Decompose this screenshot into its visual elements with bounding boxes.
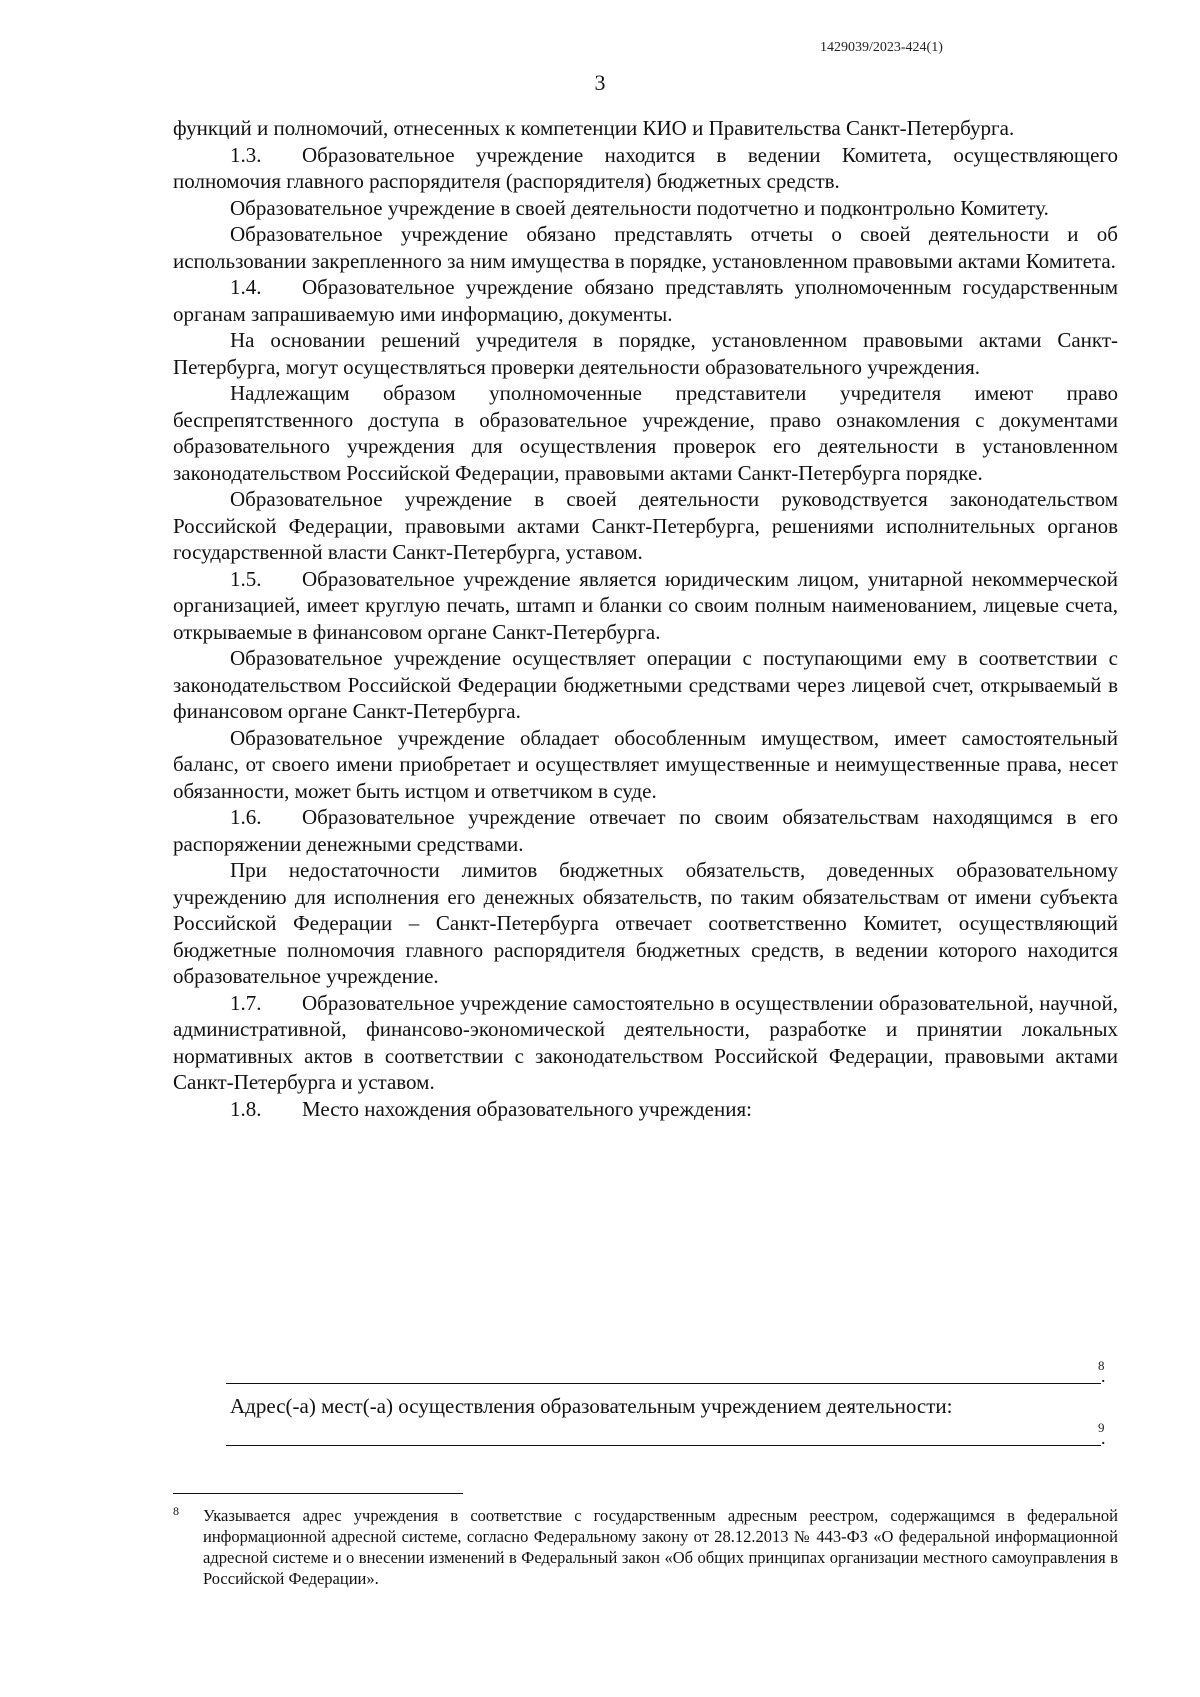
clause-number: 1.7. <box>230 990 262 1015</box>
clause-number: 1.3. <box>230 142 262 167</box>
paragraph <box>173 115 1118 142</box>
paragraph-text: Надлежащим образом уполномоченные представители учредителя имеют право беспрепятственного доступа в образовательное учреждение, право ознакомления с документами образовательного учреждения для осуществления проверок его деятельности в установленном законодательством Российской Федерации, правовыми актами Санкт-Петербурга порядке. <box>173 381 1118 485</box>
paragraph-text: Образовательное учреждение отвечает по своим обязательствам находящимся в его распоряжении денежными средствами. <box>173 805 1118 856</box>
line-end-period: . <box>1101 1366 1106 1386</box>
paragraph-text: Образовательное учреждение обладает обособленным имуществом, имеет самостоятельный баланс, от своего имени приобретает и осуществляет имущественные и неимущественные права, несет обязанности, может быть истцом и ответчиком в суде. <box>173 725 1118 803</box>
paragraph-text: При недостаточности лимитов бюджетных обязательств, доведенных образовательному учреждению для исполнения его денежных обязательств, по таким обязательствам от имени субъекта Российской Федерации – Санкт-Петербурга отвечает соответственно Комитет, осуществляющий бюджетные полномочия главного распорядителя бюджетных средств, в ведении которого находится образовательное учреждение. <box>173 858 1118 988</box>
document-id: 1429039/2023-424(1) <box>820 40 943 55</box>
activity-address-caption: Адрес(-а) мест(-а) осуществления образовательным учреждением деятельности: <box>230 1394 953 1418</box>
document-body <box>173 115 1118 1122</box>
paragraph <box>173 195 1118 222</box>
clause-number: 1.6. <box>230 805 262 829</box>
paragraph-text: функций и полномочий, отнесенных к компетенции КИО и Правительства Санкт-Петербурга. <box>173 116 1015 140</box>
paragraph-1-7 <box>173 990 1118 1096</box>
paragraph <box>173 486 1118 566</box>
paragraph-1-8 <box>173 1096 1118 1123</box>
paragraph-text: Образовательное учреждение является юридическим лицом, унитарной некоммерческой организацией, имеет круглую печать, штамп и бланки со своим полным наименованием, лицевые счета, открываемые в финансовом органе Санкт-Петербурга. <box>173 566 1118 644</box>
footnote-ref-9: 9 <box>1098 1420 1105 1435</box>
paragraph-text: Образовательное учреждение в своей деятельности руководствуется законодательством Российской Федерации, правовыми актами Санкт-Петербурга, решениями исполнительных органов государственной власти Санкт-Петербурга, уставом. <box>173 487 1118 564</box>
footnote-mark: 8 <box>173 1504 179 1518</box>
paragraph-text: Образовательное учреждение в своей деятельности подотчетно и подконтрольно Комитету. <box>230 195 1049 220</box>
footnote-text: Указывается адрес учреждения в соответствие с государственным адресным реестром, содержащимся в федеральной информационной адресной системе, согласно Федеральному закону от 28.12.2013 № 443-ФЗ «О федеральной информационной адресной системе и о внесении изменений в Федеральный закон «Об общих принципах организации местного самоуправления в Российской Федерации». <box>203 1506 1118 1588</box>
line-end-period: . <box>1101 1428 1106 1448</box>
clause-number: 1.8. <box>230 1096 262 1121</box>
footnote-8 <box>173 1505 1118 1589</box>
paragraph <box>173 380 1118 486</box>
footnote-separator <box>173 1493 463 1494</box>
location-fill-line <box>226 1383 1101 1384</box>
paragraph-text: На основании решений учредителя в порядке, установленном правовыми актами Санкт-Петербурга, могут осуществляться проверки деятельности образовательного учреждения. <box>173 328 1118 379</box>
clause-number: 1.5. <box>230 566 262 591</box>
paragraph <box>173 327 1118 380</box>
paragraph-text: Образовательное учреждение обязано представлять уполномоченным государственным органам запрашиваемую ими информацию, документы. <box>173 275 1118 326</box>
paragraph-1-5 <box>173 566 1118 646</box>
paragraph-text: Образовательное учреждение обязано представлять отчеты о своей деятельности и об использовании закрепленного за ним имущества в порядке, установленном правовыми актами Комитета. <box>173 222 1118 273</box>
paragraph-1-6 <box>173 804 1118 857</box>
page-number: 3 <box>594 70 606 95</box>
paragraph-1-4 <box>173 274 1118 327</box>
footnote-ref-8: 8 <box>1098 1358 1105 1373</box>
activity-address-fill-line <box>226 1445 1101 1446</box>
paragraph-text: Образовательное учреждение осуществляет операции с поступающими ему в соответствии с законодательством Российской Федерации бюджетными средствами через лицевой счет, открываемый в финансовом органе Санкт-Петербурга. <box>173 646 1118 723</box>
clause-number: 1.4. <box>230 275 262 299</box>
paragraph-1-3 <box>173 142 1118 195</box>
paragraph <box>173 725 1118 805</box>
paragraph <box>173 857 1118 990</box>
paragraph-text: Образовательное учреждение самостоятельно в осуществлении образовательной, научной, административной, финансово-экономической деятельности, разработке и принятии локальных нормативных актов в соответствии с законодательством Российской Федерации, правовыми актами Санкт-Петербурга и уставом. <box>173 990 1118 1094</box>
paragraph-text: Место нахождения образовательного учреждения: <box>302 1096 752 1121</box>
paragraph-text: Образовательное учреждение находится в ведении Комитета, осуществляющего полномочия главного распорядителя (распорядителя) бюджетных средств. <box>173 142 1118 193</box>
paragraph <box>173 221 1118 274</box>
paragraph <box>173 645 1118 725</box>
